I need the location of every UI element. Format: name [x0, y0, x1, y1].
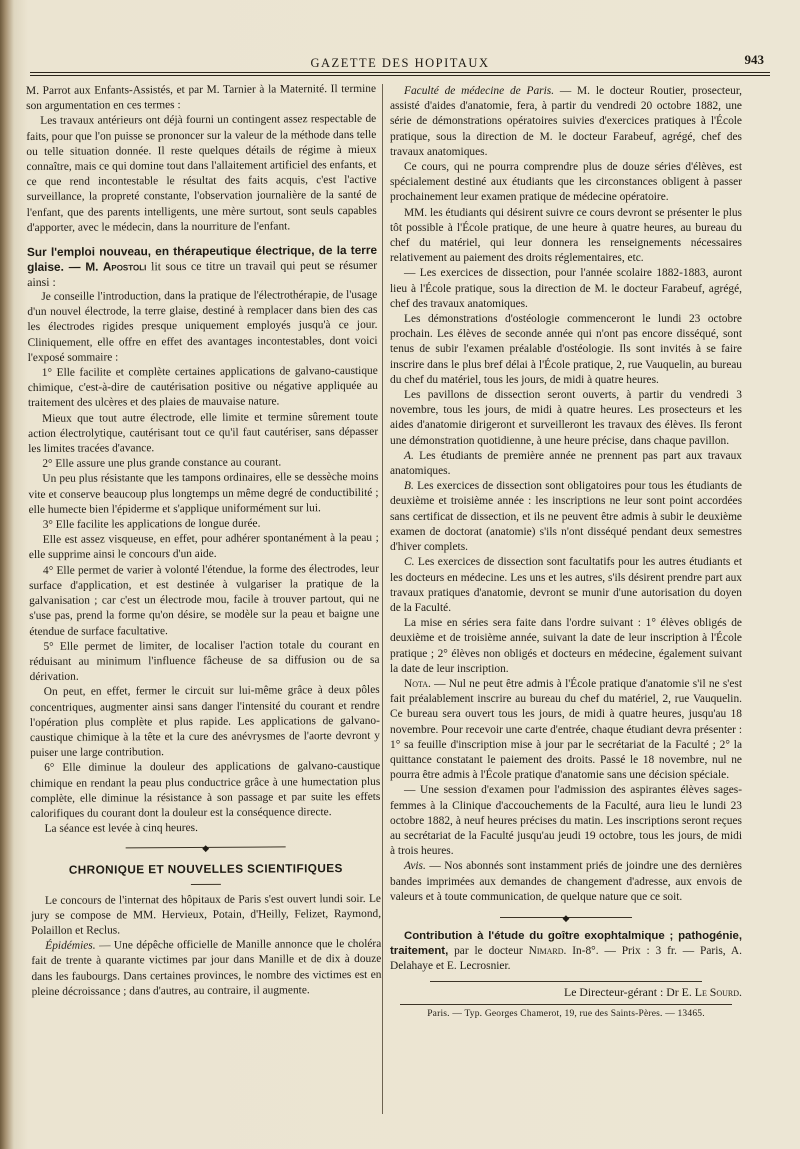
paragraph-text: Les exercices de dissection sont obligatoires pour tous les étudiants de deuxième et troisième année : les inscriptions ne leur sont point accordées sans certificat de dissection, et ils ne peuvent être admis à subir le deuxième examen de doctorat (anatomie) s'ils n'ont disséqué pendant deux semestres d'hiver complets. [390, 480, 742, 554]
paragraph-label: Faculté de médecine de Paris. [404, 85, 555, 97]
paragraph: Je conseille l'introduction, dans la pratique de l'électrothérapie, de l'usage d'un nouvel électrode, la terre glaise, destiné à remplacer dans bien des cas les électrodes rigides presque uniquement employés jusqu'à ce jour. Cliniquement, elle offre en effet des avantages incontestables, dont voici l'exposé sommaire : [27, 288, 378, 364]
paragraph [390, 677, 742, 783]
column-divider [382, 84, 383, 1114]
paragraph-label: Épidémies. [45, 939, 96, 953]
ornament-divider [390, 911, 742, 923]
diamond-ornament-icon: ◆ [562, 912, 570, 923]
imprint-rule [400, 1004, 732, 1005]
article-title: Sur l'emploi nouveau, en thérapeutique électrique, de la terre glaise. — [26, 242, 378, 275]
journal-title: GAZETTE DES HOPITAUX [310, 56, 490, 70]
paragraph [31, 937, 381, 1000]
paragraph: La mise en séries sera faite dans l'ordre suivant : 1° élèves obligés de deuxième et de troisième année, suivant la date de leur inscription à l'École pratique ; 2° élèves non obligés et docteurs en médecine, également suivant la date de leur inscription. [390, 617, 742, 675]
section-heading: CHRONIQUE ET NOUVELLES SCIENTIFIQUES [68, 861, 343, 878]
paragraph: 6° Elle diminue la douleur des applications de galvano-caustique chimique en rendant la peau plus conductrice grâce à une humectation plus complète, elle diminue la résistance à son passage et par suite les effets calorifiques du courant dont la douleur est la conséquence directe. [30, 760, 381, 820]
paragraph: 4° Elle permet de varier à volonté l'étendue, la forme des électrodes, leur surface d'application, et est destinée à vulgariser la pratique de la galvanisation ; car c'est un électrode mou, facile à trouver partout, qui ne s'use pas, prend la forme qu'on désire, se modèle sur la peau et baigne une étendue de surface facultative. [29, 562, 380, 638]
paragraph-text: Les étudiants de première année ne prennent pas part aux travaux anatomiques. [390, 449, 742, 478]
paragraph: MM. les étudiants qui désirent suivre ce cours devront se présenter le plus tôt possible à l'École pratique, de une heure à quatre heures, au bureau du chef du matériel, qui leur donnera les renseignements nécessaires relativement au paiement des droits réglementaires, etc. [390, 206, 742, 265]
book-author-prefix: par le docteur [454, 945, 523, 958]
right-column [390, 84, 742, 1022]
paragraph-label: Avis. [404, 860, 426, 873]
paragraph: Les travaux antérieurs ont déjà fourni un contingent assez respectable de faits, pour que l'on puisse se prononcer sur la valeur de la méthode dans telle ou telle situation donnée. Il reste quelques détails de régime à mieux connaître, mais ce qui domine tout dans l'allaitement artificiel des enfants, et ce que rend incontestable le résultat des faits acquis, c'est l'active surveillance, la propreté constante, l'observation journalière de la santé de l'enfant, que des parents intelligents, une mère surtout, sont seuls capables d'apporter, avec le médecin, dans la nourriture de l'enfant. [26, 113, 377, 234]
paragraph: On peut, en effet, fermer le circuit sur lui-même grâce à deux pôles concentriques, augmenter ainsi sans danger l'intensité du courant et rendre l'opération plus complète et plus rapide. Les applications de galvano-caustique chimique à la tête et la cure des anévrysmes de l'aorte devront y puiser une large contribution. [29, 684, 381, 760]
paragraph: Les démonstrations d'ostéologie commenceront le lundi 23 octobre prochain. Les élèves de seconde année qui n'ont pas encore disséqué, sont tenus de subir l'examen préalable d'ostéologie. Ils sont invités à se faire inscrire dans le plus bref délai à l'École pratique, 2, rue Vauquelin, au bureau du chef du matériel, tous les jours, de midi à quatre heures. [390, 313, 742, 386]
signature-name: Le Sourd. [694, 984, 742, 999]
signature-rule [430, 981, 702, 982]
paragraph-label: B. [404, 480, 414, 493]
book-title: Contribution à l'étude du goître exophtalmique ; pathogénie, traitement, [390, 929, 742, 958]
paragraph-text: Les exercices de dissection sont facultatifs pour les autres étudiants et les docteurs en médecine. Les uns et les autres, s'ils désirent prendre part aux travaux pratiques d'anatomie, devront se munir d'une autorisation du doyen de la Faculté. [390, 556, 742, 614]
short-rule [191, 883, 221, 884]
paragraph-text: — M. le docteur Routier, prosecteur, assisté d'aides d'anatomie, fera, à partir du vendredi 20 octobre 1882, une série de démonstrations opératoires suivies d'exercices pratiques à l'École pratique, sous la direction de M. le docteur Farabeuf, agrégé, chef des travaux anatomiques. [390, 85, 742, 158]
article-author: M. Apostoli [85, 259, 147, 274]
paragraph: Un peu plus résistante que les tampons ordinaires, elle se dessèche moins vite et conserve beaucoup plus longtemps un même degré de conductibilité ; elle humecte bien l'épiderme et s'applique uniformément sur lui. [28, 471, 379, 516]
paragraph: 5° Elle permet de limiter, de localiser l'action totale du courant en réduisant au minimum l'influence fâcheuse de sa diffusion ou de sa dérivation. [29, 638, 380, 684]
paragraph-text: — Une dépêche officielle de Manille annonce que le choléra fait de trente à quarante victimes par jour dans Manille et de dix à douze dans les faubourgs. Dans certaines provinces, le nombre des victimes est en pleine décroissance ; dans d'autres, au contraire, il augmente. [31, 938, 382, 998]
paragraph-label: C. [404, 556, 415, 569]
paragraph: 2° Elle assure une plus grande constance au courant. [42, 456, 282, 471]
book-notice [390, 929, 742, 975]
header-rule [30, 72, 770, 76]
paragraph: Elle est assez visqueuse, en effet, pour adhérer spontanément à la peau ; elle supprime ainsi le concours d'un aide. [28, 532, 379, 562]
paragraph: M. Parrot aux Enfants-Assistés, et par M. Tarnier à la Maternité. Il termine son argumentation en ces termes : [26, 82, 377, 113]
printer-imprint: Paris. — Typ. Georges Chamerot, 19, rue des Saints-Pères. — 13465. [427, 1008, 705, 1019]
paragraph: 3° Elle facilite les applications de longue durée. [42, 517, 261, 531]
paragraph-label: A. [404, 449, 414, 462]
paragraph: 1° Elle facilite et complète certaines applications de galvano-caustique chimique, c'est-à-dire de cautérisation positive ou négative appliquée au traitement des ulcères et des plaies de mauvaise nature. [27, 364, 378, 410]
signature [390, 985, 742, 1000]
signature-prefix: Le Directeur-gérant : Dr E. [563, 984, 692, 999]
book-details: In-8°. — Prix : 3 fr. — Paris, A. Delahaye et E. Lecrosnier. [390, 945, 742, 973]
paragraph [390, 84, 742, 160]
article-lead: lit sous ce titre un travail qui peut se résumer ainsi : [27, 257, 378, 290]
paragraph-text: — Nul ne peut être admis à l'École pratique d'anatomie s'il ne s'est fait préalablement inscrire au bureau du chef du matériel, 2, rue Vauquelin. Ce bureau sera ouvert tous les jours, de midi à quatre heures, jusqu'au 18 novembre. Pour recevoir une carte d'entrée, chaque étudiant devra présenter : 1° sa feuille d'inscription mise à jour par le secrétariat de la Faculté ; 2° la quittance constatant le paiement des droits. Passé le 18 novembre, nul ne pourra être admis à l'École pratique d'anatomie sans une décision spéciale. [390, 677, 742, 782]
paragraph-label: Nota. [404, 677, 431, 690]
left-column [26, 82, 382, 1000]
paragraph: — Les exercices de dissection, pour l'année scolaire 1882-1883, auront lieu à l'École pratique, sous la direction de M. le docteur Farabeuf, agrégé, chef des travaux anatomiques. [390, 267, 742, 310]
paragraph [390, 449, 742, 479]
paragraph [390, 479, 742, 555]
paragraph: Mieux que tout autre électrode, elle limite et termine sûrement toute action électrolytique, cautérisant tout ce qu'il faut cautériser, sans dépasser les limites tracées d'avance. [28, 410, 379, 456]
article-heading [27, 243, 377, 290]
book-author: Nimard. [528, 945, 567, 958]
diamond-ornament-icon: ◆ [202, 843, 210, 854]
paragraph [390, 555, 742, 616]
paragraph: La séance est levée à cinq heures. [44, 822, 198, 836]
paragraph-text: — Nos abonnés sont instamment priés de joindre une des dernières bandes imprimées aux demandes de changement d'adresse, aux envois de valeurs et à toute communication, de quelque nature que ce soit. [390, 860, 742, 903]
paragraph: Les pavillons de dissection seront ouverts, à partir du vendredi 3 novembre, tous les jours, de midi à quatre heures. Les prosecteurs et les aides d'anatomie dirigeront et surveilleront les travaux des élèves. Ils feront une démonstration quotidienne, à une heure précise, dans chaque pavillon. [390, 389, 742, 447]
paragraph: Le concours de l'internat des hôpitaux de Paris s'est ouvert lundi soir. Le jury se compose de MM. Hervieux, Potain, d'Heilly, Felizet, Raymond, Polaillon et Reclus. [31, 892, 382, 937]
paragraph: Ce cours, qui ne pourra comprendre plus de douze séries d'élèves, est spécialement destiné aux étudiants que les circonstances obligent à passer prochainement leur examen pratique de médecine opératoire. [390, 161, 742, 204]
ornament-divider [31, 841, 381, 853]
page-number: 943 [744, 52, 764, 67]
paragraph: — Une session d'examen pour l'admission des aspirantes élèves sages-femmes à la Clinique d'accouchements de la Faculté, aura lieu le lundi 23 octobre 1882, à neuf heures précises du matin. Les inscriptions seront reçues au secrétariat de la Faculté jusqu'au jeudi 19 octobre, tous les jours, de midi à trois heures. [390, 784, 742, 858]
paragraph [390, 859, 742, 905]
